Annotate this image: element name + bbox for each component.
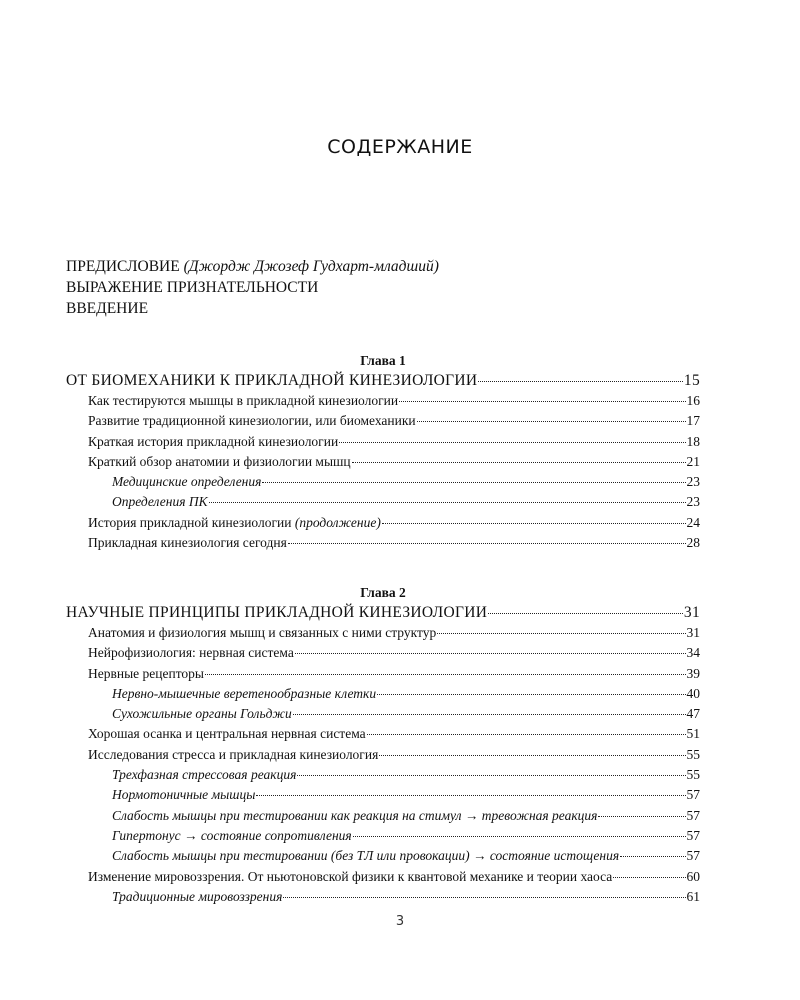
toc-entry-title: Трехфазная стрессовая реакция (112, 767, 297, 783)
dot-leader (288, 542, 686, 544)
dot-leader (209, 501, 686, 503)
toc-entry[interactable] (66, 432, 700, 452)
toc-page-number: 24 (686, 514, 700, 530)
toc-page-number: 23 (686, 494, 700, 510)
page-title: СОДЕРЖАНИЕ (327, 136, 473, 158)
toc-entry-title: ОТ БИОМЕХАНИКИ К ПРИКЛАДНОЙ КИНЕЗИОЛОГИИ (66, 372, 478, 389)
toc-page-number: 31 (686, 625, 700, 640)
toc-entry[interactable] (66, 452, 700, 472)
toc-entry-title: Хорошая осанка и центральная нервная система (88, 726, 366, 742)
toc-entry-title: Сухожильные органы Гольджи (112, 706, 292, 722)
dot-leader (352, 461, 686, 463)
toc-subentry[interactable] (66, 826, 700, 846)
dot-leader (379, 754, 685, 756)
toc-entry[interactable] (66, 745, 700, 765)
dot-leader (488, 612, 683, 614)
dot-leader (478, 380, 683, 382)
toc-subentry[interactable] (66, 887, 700, 907)
dot-leader (367, 733, 686, 735)
toc-entry-title: Традиционные мировоззрения (112, 888, 283, 904)
toc-entry-title: Исследования стресса и прикладная кинезиология (88, 746, 379, 762)
toc-page-number: 55 (686, 767, 700, 783)
toc-entry[interactable] (66, 623, 700, 643)
toc-page-number: 39 (686, 665, 700, 681)
toc-chapter-heading[interactable] (66, 602, 700, 623)
toc-page-number: 40 (686, 685, 700, 701)
toc-entry[interactable] (66, 391, 700, 411)
toc-subentry[interactable] (66, 492, 700, 512)
toc-entry-title: Развитие традиционной кинезиологии, или биомеханики (88, 413, 416, 429)
toc-page-number: 57 (686, 827, 700, 843)
toc-entry[interactable] (66, 643, 700, 663)
front-matter (66, 256, 439, 319)
dot-leader (399, 400, 685, 402)
dot-leader (262, 481, 685, 483)
dot-leader (437, 632, 685, 634)
toc-subentry[interactable] (66, 846, 700, 866)
toc-entry[interactable] (66, 411, 700, 431)
chapter-label: Глава 1 (360, 353, 406, 368)
toc-page-number: 34 (686, 645, 700, 661)
toc-page-number: 21 (686, 453, 700, 469)
toc-page-number: 15 (683, 372, 700, 389)
toc-page-number: 51 (686, 726, 700, 742)
toc-entry[interactable] (66, 867, 700, 887)
preface-author: (Джордж Джозеф Гудхарт-младший) (183, 258, 439, 275)
chapter-label: Глава 2 (360, 585, 406, 600)
toc-page-number: 17 (686, 413, 700, 429)
toc-page-number: 16 (686, 393, 700, 408)
dot-leader (205, 673, 685, 675)
toc-entry-title: Нормотоничные мышцы (112, 787, 256, 803)
toc-entry-title: Изменение мировоззрения. От ньютоновской физики к квантовой механике и теории хаоса (88, 868, 613, 884)
dot-leader (417, 420, 686, 422)
toc-entry-note: (продолжение) (294, 514, 381, 530)
toc-entry[interactable] (66, 724, 700, 744)
toc-chapter-heading[interactable] (66, 370, 700, 391)
dot-leader (353, 835, 686, 837)
toc-entry[interactable] (66, 513, 700, 533)
page-number: 3 (395, 914, 405, 929)
dot-leader (377, 693, 685, 695)
dot-leader (620, 855, 685, 857)
toc-entry-title: Слабость мышцы при тестировании (без ТЛ или провокации) → состояние истощения (112, 848, 620, 864)
toc-page-number: 23 (686, 474, 700, 490)
chapter-1-section (66, 352, 700, 553)
front-matter-acknowledgements: ВЫРАЖЕНИЕ ПРИЗНАТЕЛЬНОСТИ (66, 279, 319, 296)
dot-leader (295, 652, 686, 654)
front-matter-preface (66, 256, 439, 277)
toc-subentry[interactable] (66, 785, 700, 805)
dot-leader (339, 441, 685, 443)
toc-subentry[interactable] (66, 806, 700, 826)
toc-entry-title: Нервные рецепторы (88, 665, 205, 681)
toc-entry-title: Краткая история прикладной кинезиологии (88, 433, 339, 449)
toc-page-number: 61 (686, 888, 700, 904)
dot-leader (613, 876, 685, 878)
toc-page-number: 18 (686, 433, 700, 449)
toc-subentry[interactable] (66, 704, 700, 724)
toc-page-number: 31 (683, 604, 700, 621)
toc-page-number: 57 (686, 787, 700, 803)
toc-entry-title: Анатомия и физиология мышц и связанных с ними структур (88, 625, 437, 640)
toc-entry-title: История прикладной кинезиологии (88, 514, 292, 530)
dot-leader (598, 815, 685, 817)
preface-label: ПРЕДИСЛОВИЕ (66, 258, 180, 275)
toc-page-number: 60 (686, 868, 700, 884)
dot-leader (293, 713, 686, 715)
toc-subentry[interactable] (66, 472, 700, 492)
toc-entry[interactable] (66, 533, 700, 553)
dot-leader (256, 794, 685, 796)
toc-entry[interactable] (66, 664, 700, 684)
toc-entry-title: Нервно-мышечные веретенообразные клетки (112, 685, 377, 701)
toc-subentry[interactable] (66, 765, 700, 785)
toc-entry-title: Медицинские определения (112, 474, 262, 490)
toc-entry-title: Слабость мышцы при тестировании как реакция на стимул → тревожная реакция (112, 807, 598, 823)
toc-entry-title: Гипертонус → состояние сопротивления (112, 827, 352, 843)
toc-entry-title: Краткий обзор анатомии и физиологии мышц (88, 453, 351, 469)
toc-subentry[interactable] (66, 684, 700, 704)
toc-page-number: 57 (686, 848, 700, 864)
toc-page-number: 57 (686, 807, 700, 823)
toc-page-number: 28 (686, 535, 700, 551)
toc-entry-title: Нейрофизиология: нервная система (88, 645, 294, 661)
toc-page-number: 55 (686, 746, 700, 762)
chapter-2-section (66, 584, 700, 907)
toc-entry-title: Прикладная кинезиология сегодня (88, 535, 287, 551)
dot-leader (297, 774, 685, 776)
front-matter-introduction: ВВЕДЕНИЕ (66, 300, 149, 317)
toc-entry-title: Определения ПК (112, 494, 208, 510)
toc-page-number: 47 (686, 706, 700, 722)
toc-entry-title: НАУЧНЫЕ ПРИНЦИПЫ ПРИКЛАДНОЙ КИНЕЗИОЛОГИИ (66, 604, 488, 621)
dot-leader (382, 522, 686, 524)
dot-leader (283, 896, 685, 898)
toc-entry-title: Как тестируются мышцы в прикладной кинезиологии (88, 393, 399, 408)
